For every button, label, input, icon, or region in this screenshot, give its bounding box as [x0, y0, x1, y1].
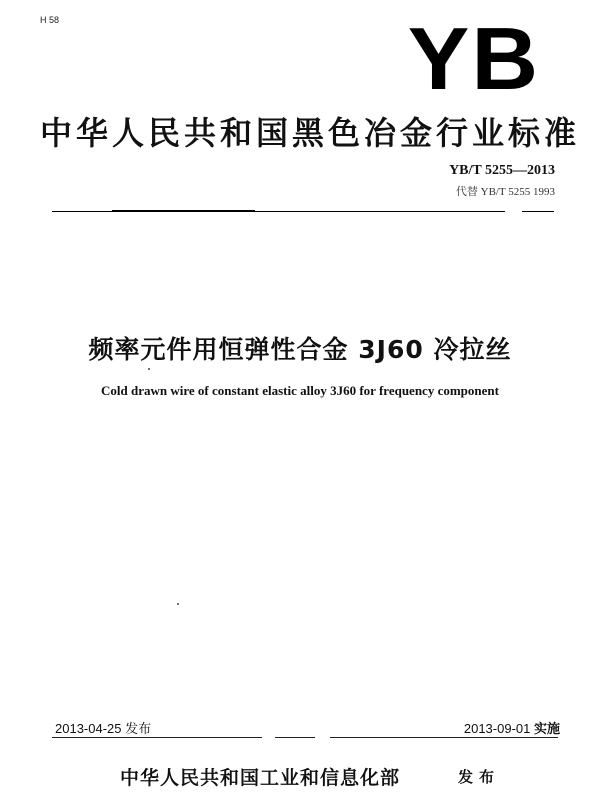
header-rule-mid [255, 211, 505, 212]
document-title-english: Cold drawn wire of constant elastic alloy 3J60 for frequency component [101, 383, 499, 398]
issue-label: 发布 [125, 721, 152, 736]
footer-rule-mid [275, 737, 315, 738]
replaces-note: 代替 YB/T 5255 1993 [455, 186, 555, 198]
scan-speck [148, 368, 150, 370]
implementation-date-value: 2013-09-01 [463, 721, 531, 736]
document-title-chinese: 频率元件用恒弹性合金 3J60 冷拉丝 [88, 335, 512, 364]
footer-rule-left [52, 737, 262, 738]
issuing-authority: 中华人民共和国工业和信息化部 [120, 767, 401, 789]
header-rule-left [52, 211, 112, 212]
implementation-label: 实施 [533, 721, 560, 736]
standard-number: YB/T 5255—2013 [449, 163, 555, 178]
scan-speck [177, 603, 179, 605]
footer-rule-right [330, 737, 558, 738]
classification-code: H 58 [40, 15, 60, 25]
implementation-date [464, 718, 560, 737]
yb-logo: YB [407, 9, 540, 108]
header-rule-thick [112, 210, 255, 212]
org-title: 中华人民共和国黑色冶金行业标准 [40, 114, 581, 152]
issue-date [55, 718, 151, 737]
header-rule-right [522, 211, 554, 212]
issuer-action: 发布 [458, 768, 501, 786]
issue-date-value: 2013-04-25 [55, 721, 122, 736]
